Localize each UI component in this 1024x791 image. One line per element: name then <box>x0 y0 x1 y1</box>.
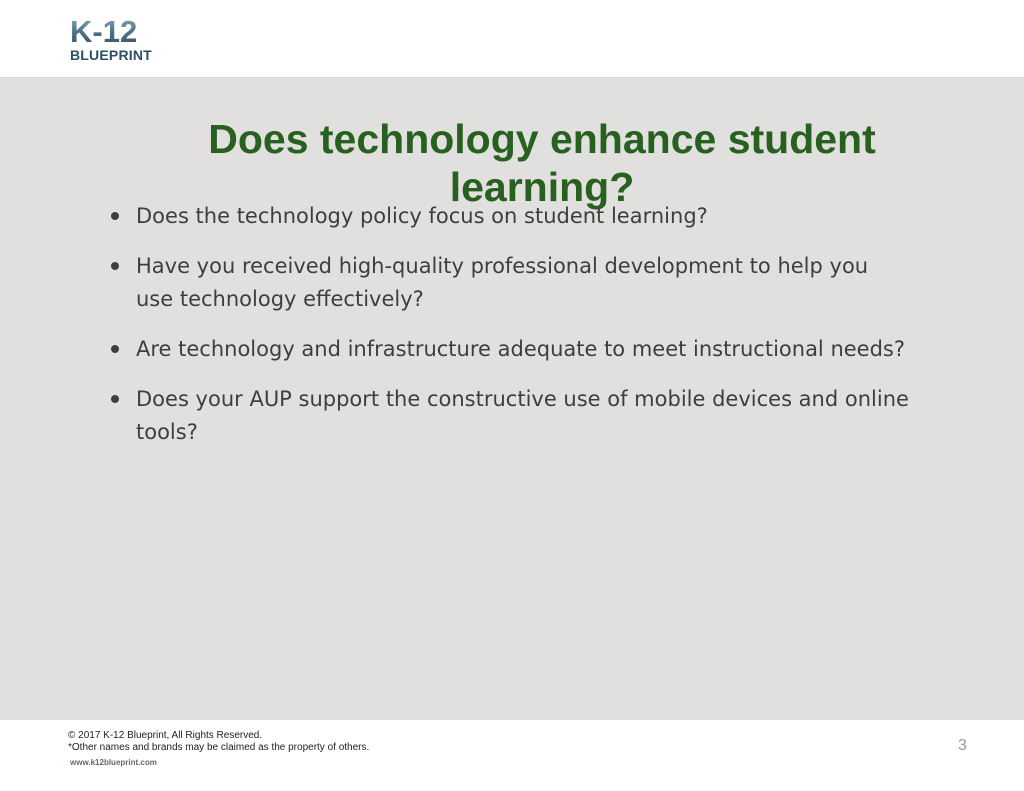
slide-header <box>0 0 1024 78</box>
bullet-item <box>110 383 910 449</box>
bullet-text: Are technology and infrastructure adequate to meet instructional needs? <box>136 337 906 361</box>
bullet-text: Does the technology policy focus on student learning? <box>136 204 708 228</box>
bullet-icon <box>111 395 119 403</box>
slide-footer <box>0 720 1024 791</box>
logo-wordmark: BLUEPRINT <box>70 47 152 63</box>
slide-content <box>0 78 1024 720</box>
logo-mark-text: K-12 <box>70 16 138 44</box>
bullet-icon <box>111 212 119 220</box>
slide-title: Does technology enhance student learning? <box>208 116 876 210</box>
bullet-text: Have you received high-quality professional development to help you use technology effectively? <box>136 254 869 311</box>
bullet-item <box>110 200 910 233</box>
bullet-icon <box>111 345 119 353</box>
bullet-icon <box>111 262 119 270</box>
copyright-notice: © 2017 K-12 Blueprint, All Rights Reserved. <box>68 730 263 741</box>
bullet-item <box>110 333 910 366</box>
bullet-item <box>110 250 910 316</box>
logo-mark <box>70 16 150 44</box>
bullet-list <box>110 200 910 466</box>
k12-blueprint-logo <box>70 16 154 64</box>
page-number: 3 <box>958 737 967 754</box>
website-url: www.k12blueprint.com <box>70 758 157 767</box>
bullet-text: Does your AUP support the constructive use of mobile devices and online tools? <box>136 387 909 444</box>
trademark-disclaimer: *Other names and brands may be claimed as the property of others. <box>68 742 370 753</box>
